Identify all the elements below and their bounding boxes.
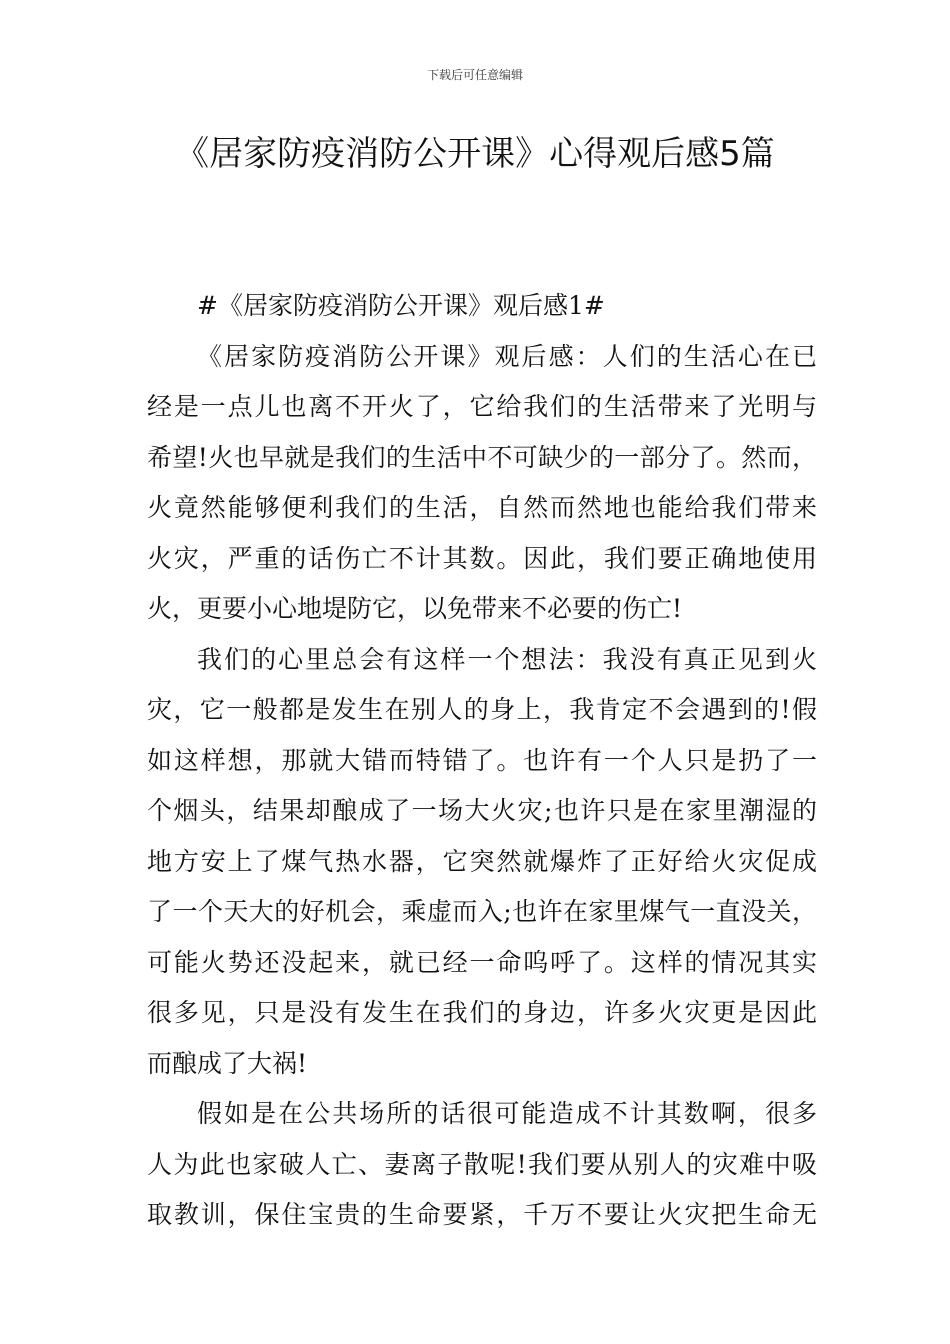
section-heading: #《居家防疫消防公开课》观后感1# xyxy=(197,291,605,320)
paragraph-line: 希望!火也早就是我们的生活中不可缺少的一部分了。然而， xyxy=(147,442,817,472)
paragraph-line: 可能火势还没起来，就已经一命呜呼了。这样的情况其实 xyxy=(147,947,817,977)
paragraph-line: 《居家防疫消防公开课》观后感：人们的生活心在已 xyxy=(197,341,817,371)
header-note: 下载后可任意编辑 xyxy=(426,68,523,82)
paragraph-line: 很多见，只是没有发生在我们的身边，许多火灾更是因此 xyxy=(147,998,817,1027)
paragraph-line: 了一个天大的好机会，乘虚而入;也许在家里煤气一直没关， xyxy=(147,897,817,926)
paragraph-line: 灾，它一般都是发生在别人的身上，我肯定不会遇到的!假 xyxy=(147,695,817,724)
paragraph-line: 我们的心里总会有这样一个想法：我没有真正见到火 xyxy=(197,644,817,674)
paragraph-line: 假如是在公共场所的话很可能造成不计其数啊，很多 xyxy=(197,1099,817,1128)
paragraph-line: 火灾，严重的话伤亡不计其数。因此，我们要正确地使用 xyxy=(147,543,817,573)
paragraph-line: 地方安上了煤气热水器，它突然就爆炸了正好给火灾促成 xyxy=(147,846,817,876)
paragraph-line: 而酿成了大祸! xyxy=(147,1048,308,1078)
paragraph-line: 个烟头，结果却酿成了一场大火灾;也许只是在家里潮湿的 xyxy=(147,796,817,825)
paragraph-line: 人为此也家破人亡、妻离子散呢!我们要从别人的灾难中吸 xyxy=(147,1149,817,1179)
paragraph-line: 取教训，保住宝贵的生命要紧，千万不要让火灾把生命无 xyxy=(147,1200,817,1229)
paragraph-line: 火，更要小心地堤防它，以免带来不必要的伤亡! xyxy=(147,594,683,623)
document-title: 《居家防疫消防公开课》心得观后感5篇 xyxy=(175,134,775,174)
paragraph-line: 如这样想，那就大错而特错了。也许有一个人只是扔了一 xyxy=(147,745,817,775)
document-body xyxy=(147,281,817,1241)
paragraph-line: 火竟然能够便利我们的生活，自然而然地也能给我们带来 xyxy=(147,493,817,522)
paragraph-line: 经是一点儿也离不开火了，它给我们的生活带来了光明与 xyxy=(147,392,817,421)
